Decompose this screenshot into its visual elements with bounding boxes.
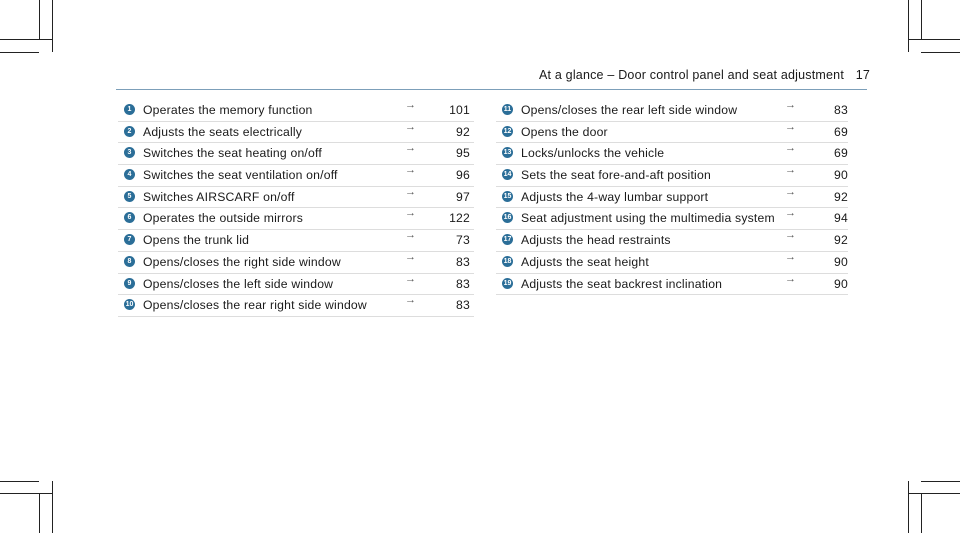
arrow-right-icon: →: [785, 207, 797, 220]
arrow-right-icon: →: [785, 185, 797, 198]
item-number-badge: 5: [124, 191, 135, 202]
list-item: [118, 100, 474, 122]
page-reference-link[interactable]: 69: [834, 124, 848, 139]
list-item: [118, 208, 474, 230]
running-header: [0, 68, 870, 82]
page-reference-link[interactable]: 92: [834, 189, 848, 204]
arrow-right-icon: →: [405, 142, 417, 155]
item-number-badge: 2: [124, 126, 135, 137]
crop-mark-bottom-right-h: [908, 493, 960, 494]
item-description: Opens/closes the rear right side window: [143, 298, 367, 313]
arrow-right-icon: →: [405, 272, 417, 285]
page-reference-link[interactable]: 92: [834, 233, 848, 248]
crop-mark-bottom-right-v2: [921, 494, 922, 533]
list-item: [496, 122, 848, 144]
list-item: [118, 143, 474, 165]
arrow-right-icon: →: [785, 250, 797, 263]
arrow-right-icon: →: [405, 164, 417, 177]
item-description: Opens/closes the left side window: [143, 276, 334, 291]
arrow-right-icon: →: [785, 164, 797, 177]
item-description: Switches the seat ventilation on/off: [143, 168, 338, 183]
item-description: Adjusts the seats electrically: [143, 124, 303, 139]
crop-mark-top-right-v2: [921, 0, 922, 39]
list-item: [496, 252, 848, 274]
right-item-list: [496, 100, 848, 295]
list-item: [496, 187, 848, 209]
arrow-right-icon: →: [405, 99, 417, 111]
crop-mark-top-left-h2: [0, 52, 39, 53]
header-page-number: 17: [855, 68, 870, 82]
page-reference-link[interactable]: 92: [456, 124, 470, 139]
list-item: [118, 274, 474, 296]
page-reference-link[interactable]: 101: [449, 103, 470, 117]
arrow-right-icon: →: [785, 142, 797, 155]
item-number-badge: 16: [503, 214, 512, 222]
page-reference-link[interactable]: 83: [456, 276, 470, 291]
item-number-badge: 3: [124, 147, 135, 158]
list-item: [496, 230, 848, 252]
item-number-badge: 14: [503, 171, 512, 179]
page-reference-link[interactable]: 73: [456, 233, 470, 248]
page-reference-link[interactable]: 69: [834, 146, 848, 161]
item-description: Adjusts the seat backrest inclination: [521, 276, 723, 291]
item-description: Opens/closes the right side window: [143, 254, 341, 269]
item-description: Locks/unlocks the vehicle: [521, 146, 665, 161]
list-item: [118, 230, 474, 252]
item-description: Adjusts the 4-way lumbar support: [521, 189, 709, 204]
item-number-badge: 7: [124, 234, 135, 245]
arrow-right-icon: →: [405, 294, 417, 307]
item-number-badge: 19: [503, 279, 512, 287]
arrow-right-icon: →: [785, 99, 797, 111]
arrow-right-icon: →: [405, 207, 417, 220]
page-reference-link[interactable]: 122: [449, 211, 470, 226]
crop-mark-top-left-v: [52, 0, 53, 52]
page-reference-link[interactable]: 83: [834, 103, 848, 117]
crop-mark-bottom-left-v: [52, 481, 53, 533]
page-reference-link[interactable]: 90: [834, 254, 848, 269]
list-item: [496, 274, 848, 296]
item-description: Switches AIRSCARF on/off: [143, 189, 295, 204]
item-number-badge: 9: [124, 278, 135, 289]
item-description: Sets the seat fore-and-aft position: [521, 168, 711, 183]
page-reference-link[interactable]: 94: [834, 211, 848, 226]
item-description: Opens the door: [521, 124, 608, 139]
arrow-right-icon: →: [785, 229, 797, 242]
page-reference-link[interactable]: 90: [834, 168, 848, 183]
crop-mark-top-left-h: [0, 39, 52, 40]
page-reference-link[interactable]: 96: [456, 168, 470, 183]
header-title: At a glance – Door control panel and seat adjustment: [538, 68, 844, 82]
item-description: Switches the seat heating on/off: [143, 146, 322, 161]
crop-mark-bottom-right-v: [908, 481, 909, 533]
item-number-badge: 11: [503, 106, 512, 113]
list-item: [496, 165, 848, 187]
item-number-badge: 10: [125, 301, 134, 309]
list-item: [118, 252, 474, 274]
crop-mark-top-right-v: [908, 0, 909, 52]
crop-mark-bottom-right-h2: [921, 481, 960, 482]
list-item: [118, 122, 474, 144]
arrow-right-icon: →: [785, 272, 797, 285]
item-number-badge: 18: [503, 257, 512, 265]
item-number-badge: 12: [503, 127, 512, 135]
page-reference-link[interactable]: 83: [456, 298, 470, 313]
item-description: Operates the memory function: [143, 103, 313, 117]
page-reference-link[interactable]: 83: [456, 254, 470, 269]
item-description: Opens/closes the rear left side window: [521, 103, 738, 117]
crop-mark-top-right-h: [908, 39, 960, 40]
list-item: [118, 165, 474, 187]
crop-mark-top-right-h2: [921, 52, 960, 53]
item-number-badge: 6: [124, 212, 135, 223]
arrow-right-icon: →: [405, 120, 417, 133]
list-item: [496, 100, 848, 122]
item-description: Opens the trunk lid: [143, 233, 250, 248]
arrow-right-icon: →: [405, 250, 417, 263]
list-item: [118, 295, 474, 317]
arrow-right-icon: →: [405, 185, 417, 198]
left-item-list: [118, 100, 474, 317]
header-rule: [116, 89, 867, 90]
item-number-badge: 15: [503, 192, 512, 200]
item-description: Seat adjustment using the multimedia system: [521, 211, 775, 226]
crop-mark-top-left-v2: [39, 0, 40, 39]
list-item: [118, 187, 474, 209]
list-item: [496, 143, 848, 165]
item-number-badge: 17: [503, 236, 512, 244]
item-description: Adjusts the head restraints: [521, 233, 671, 248]
crop-mark-bottom-left-h2: [0, 481, 39, 482]
page-reference-link[interactable]: 90: [834, 276, 848, 291]
page-reference-link[interactable]: 97: [456, 189, 470, 204]
list-item: [496, 208, 848, 230]
item-description: Operates the outside mirrors: [143, 211, 304, 226]
item-number-badge: 4: [124, 169, 135, 180]
item-number-badge: 13: [503, 149, 512, 157]
item-number-badge: 1: [124, 104, 135, 115]
arrow-right-icon: →: [405, 229, 417, 242]
page-reference-link[interactable]: 95: [456, 146, 470, 161]
crop-mark-bottom-left-v2: [39, 494, 40, 533]
crop-mark-bottom-left-h: [0, 493, 52, 494]
item-description: Adjusts the seat height: [521, 254, 649, 269]
arrow-right-icon: →: [785, 120, 797, 133]
item-number-badge: 8: [124, 256, 135, 267]
